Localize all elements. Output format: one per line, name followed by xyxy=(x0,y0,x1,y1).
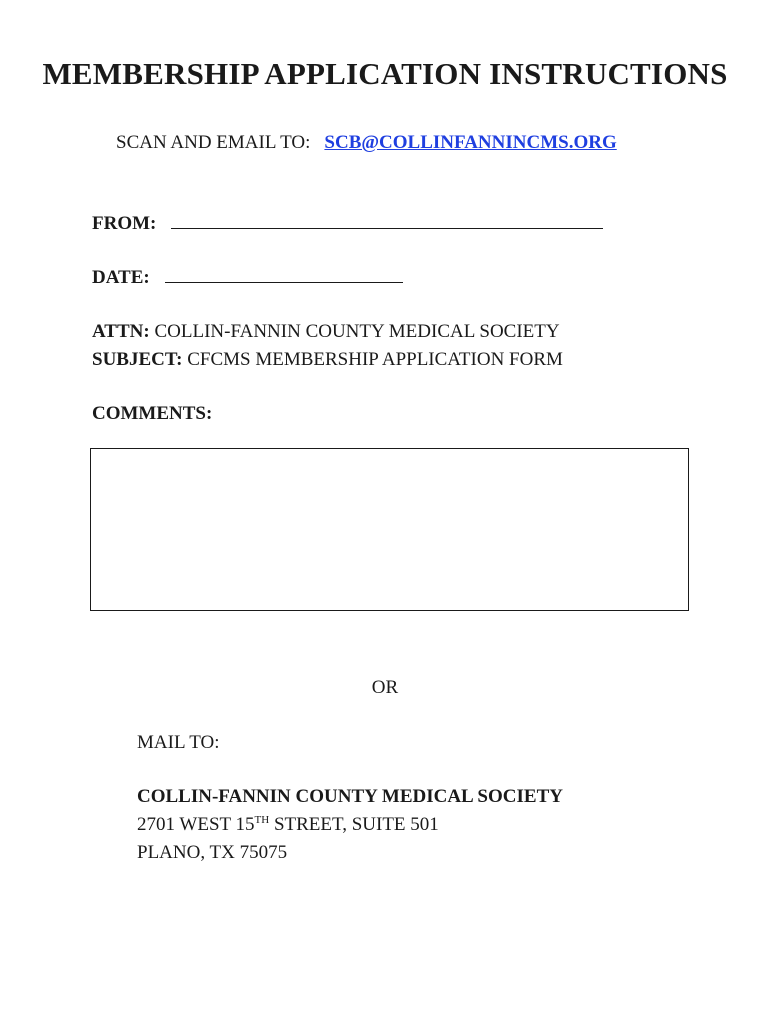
from-field xyxy=(92,213,603,235)
or-separator: OR xyxy=(371,677,399,698)
date-label: DATE: xyxy=(92,267,150,288)
email-link[interactable]: SCB@COLLINFANNINCMS.ORG xyxy=(324,132,617,153)
mail-address-name: COLLIN-FANNIN COUNTY MEDICAL SOCIETY xyxy=(137,786,563,807)
attn-line xyxy=(92,321,560,343)
mail-address-street xyxy=(137,814,439,836)
page-title: MEMBERSHIP APPLICATION INSTRUCTIONS xyxy=(42,56,728,91)
subject-label: SUBJECT: xyxy=(92,349,183,370)
subject-line xyxy=(92,349,563,371)
subject-value: CFCMS MEMBERSHIP APPLICATION FORM xyxy=(187,349,563,370)
street-rest: STREET, SUITE 501 xyxy=(269,814,439,835)
comments-label: COMMENTS: xyxy=(92,403,213,424)
scan-email-line xyxy=(116,132,617,154)
attn-label: ATTN: xyxy=(92,321,150,342)
date-blank-line[interactable] xyxy=(165,281,403,283)
from-label: FROM: xyxy=(92,213,157,234)
scan-email-label: SCAN AND EMAIL TO: xyxy=(116,132,311,153)
mail-address-city: PLANO, TX 75075 xyxy=(137,842,288,863)
date-field xyxy=(92,267,403,289)
attn-value: COLLIN-FANNIN COUNTY MEDICAL SOCIETY xyxy=(154,321,560,342)
street-number: 2701 WEST 15 xyxy=(137,814,255,835)
comments-box[interactable] xyxy=(90,448,689,611)
mail-to-label: MAIL TO: xyxy=(137,732,220,753)
from-blank-line[interactable] xyxy=(171,227,603,229)
street-ordinal: TH xyxy=(254,814,270,826)
